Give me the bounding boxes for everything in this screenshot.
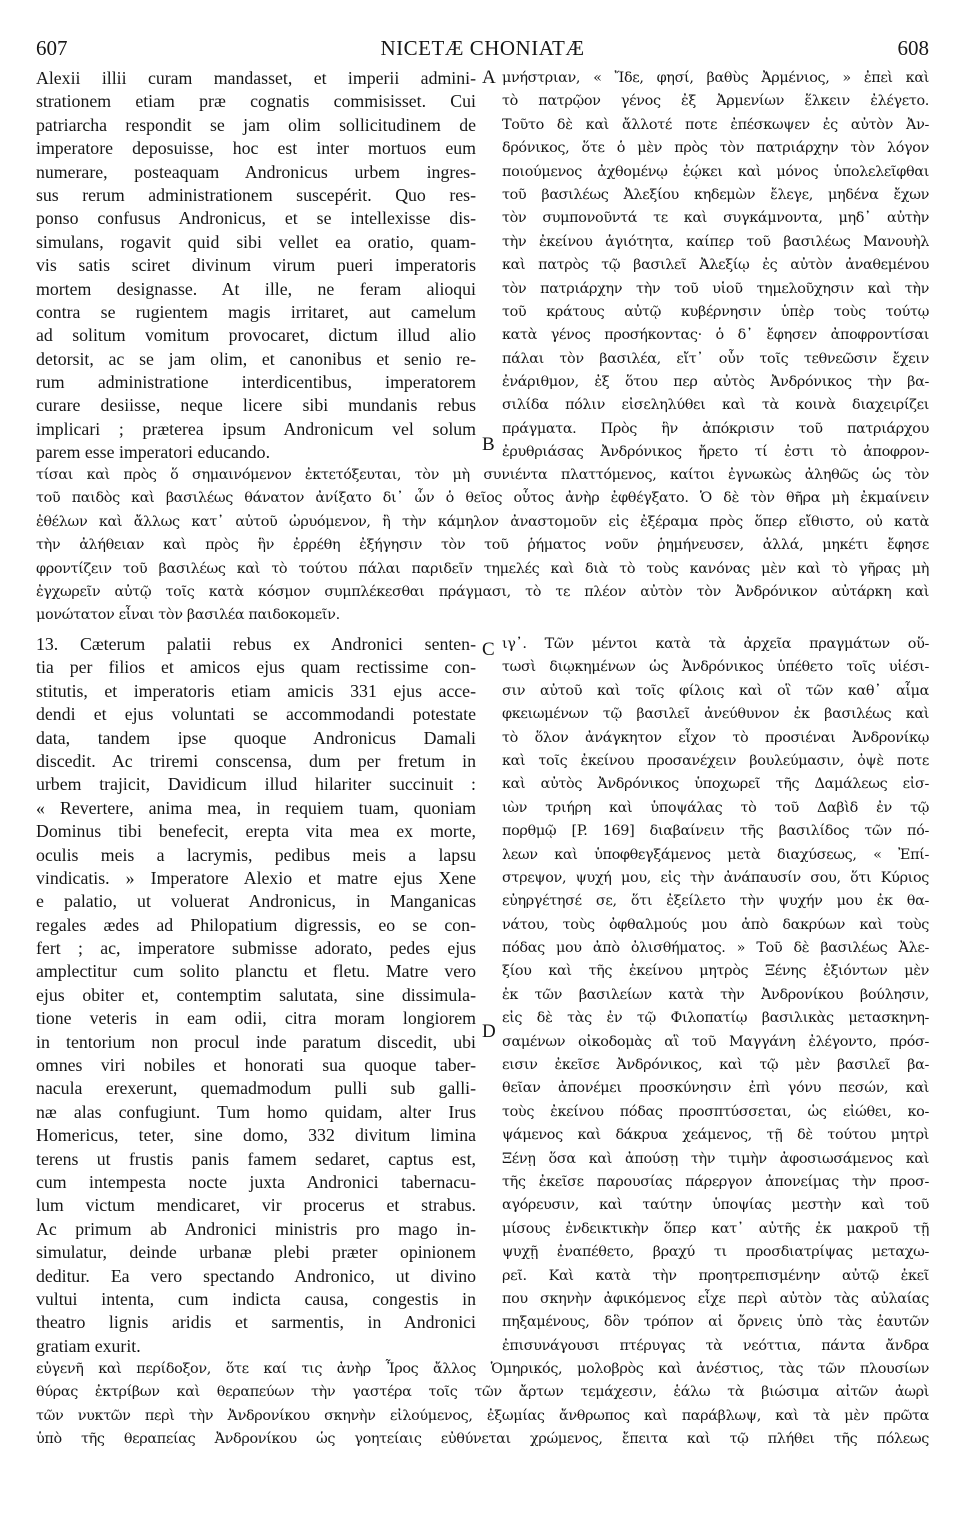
text-line: theatro lignis aridis et sarmentis, in Andronici [36,1312,476,1333]
greek-column [502,67,929,465]
text-line: τὸν πατριάρχην τὴν τοῦ υἱοῦ τημελοῦχησιν καὶ τὴν [502,280,929,297]
text-line: nacula erexerunt, quemadmodum pulli sub galli- [36,1078,476,1099]
text-line: ejus obiter et, contemptim salutata, sine dissimula- [36,984,476,1005]
text-line: ιὼν τριήρη καὶ ὑποψάλας τὸ τοῦ Δαβὶδ ἐν τῷ [502,799,929,816]
text-line: τὸν συμπονοῦντά τε καὶ συγκάμνοντα, μηδ᾽ αὐτὴν [502,210,929,227]
greek-column [502,633,929,1358]
text-line: ἐκ τῶν βασιλείων κατὰ τὴν Ἀνδρονίκου βούλησιν, [502,986,929,1003]
text-line: μονώτατον εἶναι τὸν βασιλέα παιδοκομεῖν. [36,607,340,624]
text-line: σιλίδα πόλιν εἰσεληλύθει καὶ τὰ κοινὰ διαχειρίζει [502,397,929,414]
text-line: Homericus, teter, sine domo, 332 divitum limina [36,1125,476,1146]
text-line: στρεψον, ψυχή μου, εἰς τὴν ἀνάπαυσίν σου, ὅτι Κύριος [502,869,929,886]
text-line: 13. Cæterum palatii rebus ex Andronici senten- [36,634,476,654]
text-line: vindicatis. » Imperatore Alexio et matre ejus Xene [36,867,476,888]
latin-column [36,633,476,1358]
text-line: discedit. Ac triremi conscensa, dum per fretum in [36,750,476,771]
text-line: τῆς ἐκεῖσε παρουσίας πάρεργον ἀπονείμας τὴν προσ- [502,1173,929,1190]
section-markers [476,67,502,465]
text-line: νάτου, τοὺς ὀφθαλμούς μου ἀπὸ δακρύων καὶ τοὺς [502,916,929,933]
text-line: δρόνικος, ὅτε ὁ μὲν πρὸς τὸν πατριάρχην τὸν λόγον [502,140,929,157]
text-line: Τοῦτο δὲ καὶ ἄλλοτέ ποτε ἐπέσκωψεν ἐς αὐτὸν Ἀν- [502,116,929,133]
text-line: πάλαι τὸν βασιλέα, εἴτ᾽ οὖν τοῖς τεθνεῶσιν ἔχειν [502,350,929,367]
text-line: τὸ πατρῷον γένος ἐξ Ἀρμενίων ἕλκειν ἐλέγετο. [502,93,929,110]
text-line: simulatur, deinde urbanæ plebi præter opinionem [36,1242,476,1263]
text-line: ξίου καὶ τῆς ἐκείνου μητρὸς Ξένης ἐξιόντων μὲν [502,963,929,980]
text-line: dendi et ejus voluntati se accommodandi potestate [36,704,476,725]
text-line: vultui intenta, cum indicta causa, congestis in [36,1288,476,1309]
text-line: fert ; ac, imperatore submisse adorato, pedes ejus [36,938,476,959]
text-line: σιν αὐτοῦ καὶ τοῖς φίλοις καὶ οἳ τῶν καθ᾽ αἷμα [502,682,929,699]
text-line: lum victum mendicaret, vir procerus et strabus. [36,1195,476,1216]
section-marker-b: B [482,434,495,455]
text-line: τίσαι καὶ πρὸς ὅ σημαινόμενον ἐκτετόξευται, τὸν μὴ συνιέντα πλαττόμενος, καίτοι ἐγνωκὼς ἀληθῶς ὡς τὸν [36,467,929,483]
text-line: πηξαμένους, δὃν τρόπον αἱ ὄρνεις ὑπὸ τὰς ἑαυτῶν [502,1314,929,1331]
text-line: ponso confusus Andronicus, et se intellexisse dis- [36,208,476,229]
text-line: τοὺς ἐκείνου πόδας προσπτύσσεται, ὡς εἰώθει, κο- [502,1103,929,1120]
text-line: Dominus tibi benefecit, erepta vita mea ex morte, [36,821,476,842]
text-line: strationem etiam præ cognatis commisisset. Cui [36,91,476,112]
text-line: Ac primum ab Andronici ministris pro mago in- [36,1218,476,1239]
greek-full-width-c [36,1358,929,1452]
section-c-columns [36,633,929,1358]
text-line: τὴν ἐκείνου ἁγιότητα, καίπερ τοῦ βασιλέως Μανουὴλ [502,233,929,250]
text-line: næ alas confugiunt. Tum homo quidam, alter Irus [36,1101,476,1122]
page-number-right: 608 [897,36,929,60]
text-line: gratiam exurit. [36,1335,141,1356]
section-marker-d: D [482,1021,496,1042]
text-line: τοῦ παιδὸς καὶ βασιλέως θάνατον ἀνίξατο δι᾽ ὧν ὁ θεῖος οὗτος ἀνὴρ ἐφθέγξατο. Ὁ δὲ τὸν θῆρα μὴ ἐκμαίνειν [36,490,929,507]
text-line: « Revertere, anima mea, in requiem tuam, quoniam [36,797,476,818]
text-line: ψυχῇ ἐναπέθετο, βραχύ τι προσδιατρίψας μεταχω- [502,1244,929,1261]
text-line: ποιούμενος ἀχθομένῳ ἐῴκει καὶ μόνος ὑπολελεῖφθαι [502,163,929,180]
text-line: Ξένῃ ὅσα καὶ ἀπούσῃ τὴν τιμὴν ἀφοσιωσάμενος καὶ [502,1150,929,1167]
text-line: τὴν ἀλήθειαν καὶ πρὸς ἣν ἐρρέθη ἐξήγησιν τὸν τοῦ ῥήματος νοῦν ῥημήνευσεν, ἀλλά, μηκέτι ἔφησε [36,537,929,554]
text-line: τωσὶ διῳκημένων ὡς Ἀνδρόνικος ὑπέθετο τοῖς υἱέσι- [502,659,929,676]
page-number-left: 607 [36,36,68,60]
text-line: φροντίζειν τοῦ βασιλέως καὶ τὸ τούτου πάλαι παριδεῖν τημελές καὶ διὰ τὸ τοὺς κανόνας μὲν καὶ τὸ γῆρας μὴ [36,560,929,577]
text-line: urbem trajicit, Davidicum illud hilariter succinuit : [36,774,476,795]
text-line: mortem designasse. At ille, ne feram alioqui [36,278,476,299]
text-line: λεων καὶ ὑποφθεγξάμενος μετὰ διαχύσεως, « Ἐπί- [502,846,929,863]
text-line: sus rerum administrationem suscepérit. Quo res- [36,184,476,205]
text-line: εισιν ἐκεῖσε Ἀνδρόνικος, καὶ τῷ μὲν βασιλεῖ βα- [502,1057,929,1074]
text-line: θεῖαν ἀπονέμει προσκύνησιν ἐπὶ γόνυ πεσών, καὶ [502,1080,929,1097]
text-line: oculis meis a lacrymis, pedibus meis a lapsu [36,844,476,865]
text-line: ἐγχωρεῖν αὐτῷ τοῖς κατὰ κόσμον συμπλέκεσθαι πράγμασι, τὸ τε πλέον αὐτὸν τὸν Ἀνδρόνικον αὐτάρκη καὶ [36,583,929,600]
text-line: ἐρυθριάσας Ἀνδρόνικος ἤρετο τί ἐστι τὸ ἀποφρον- [502,444,929,461]
text-line: parem esse imperatori educando. [36,442,271,463]
section-markers [476,633,502,1358]
text-line: πορθμῷ [P. 169] διαβαίνειν τῆς βασιλίδος τῶν πό- [502,823,929,840]
text-line: καὶ πατρὸς τῷ βασιλεῖ Ἀλεξίῳ ἐς αὐτὸν ἀναθεμένου [502,257,929,274]
text-line: πράγματα. Πρὸς ἣν ἀπόκρισιν τοῦ πατριάρχου [502,420,929,437]
text-line: αγόρευσιν, καὶ ταύτην ὑποψίας μεστὴν καὶ τοῦ [502,1197,929,1214]
text-line: terens ut frustis panis famem sedaret, captus est, [36,1148,476,1169]
text-line: ψάμενος καὶ δάκρυα χεάμενος, τῇ δὲ τούτου μητρὶ [502,1127,929,1144]
text-line: ad solitum vomitum provocaret, dictum illud alio [36,325,476,346]
text-line: patriarcha respondit se jam olim sollicitudinem de [36,114,476,135]
text-line: μίσους ἐνδεικτικὴν ὅπερ κατ᾽ αὐτῆς ἐκ μακροῦ τῇ [502,1220,929,1237]
text-line: data, tandem ipse quoque Andronicus Damali [36,727,476,748]
text-line: e palatio, ut voluerat Andronicus, in Manganicas [36,891,476,912]
text-line: εἰς δὲ τὰς ἐν τῷ Φιλοπατίῳ βασιλικὰς μετασκηνη- [502,1010,929,1027]
text-line: amplectitur cum solito planctu et fletu. Matre vero [36,961,476,982]
text-line: μνήστριαν, « Ἴδε, φησί, βαθὺς Ἀρμένιος, » ἐπεὶ καὶ [502,70,929,86]
text-line: τοῦ κράτους αὐτῷ κυβέρνησιν ὑπὲρ τοὺς τούτῳ [502,303,929,320]
text-line: numerare, posteaquam Andronicus urbem ingres- [36,161,476,182]
latin-column [36,67,476,465]
text-line: καὶ τοῖς ἐκείνου προσανέχειν βουλεύμασιν, ὀψὲ ποτε [502,752,929,769]
section-marker-c: C [482,639,495,660]
section-a-columns [36,67,929,465]
text-line: stitutis, et imperatoris etiam amicis 331 ejus acce- [36,680,476,701]
text-line: πόδας μου ἀπὸ ὀλισθήματος. » Τοῦ δὲ βασιλέως Ἀλε- [502,940,929,957]
text-line: ὑπὸ τῆς θεραπείας Ἀνδρονίκου ὡς γοητείαις εὐθύνεται χρώμενος, ἔπειτα καὶ τῷ πλήθει τῆς πόλεως [36,1431,929,1448]
text-line: vis satis sciret divinum virum pueri imperatoris [36,255,476,276]
text-line: τὸ ὅλον ἀνάγκητον εἶχον τὸ προσιέναι Ἀνδρονίκῳ [502,729,929,746]
text-line: imperatore deposuisse, hoc est inter mortuos eum [36,138,476,159]
section-marker-a: A [482,67,496,88]
text-line: φκειωμένων τῷ βασιλεῖ ἀνεύθυνον ἐκ βασιλέως καὶ [502,706,929,723]
text-line: κατὰ γένος προσήκοντας· ὁ δ᾽ ἔφησεν ἀποφροντίσαι [502,327,929,344]
text-line: ἐπισυνάγουσι πτέρυγας τὰ νεόττια, πάντα ἄνδρα [502,1337,929,1354]
text-line: in tentorium non procul inde paratum discedit, ubi [36,1031,476,1052]
text-line: τοῦ βασιλέως Ἀλεξίου κηδεμὼν ἔλεγε, μηδένα ἔχων [502,186,929,203]
text-line: θύρας ἐκτρίβων καὶ θεραπεύων τὴν γαστέρα τοῖς τῶν ἄρτων τεμάχεσιν, ἑάλω τὰ βιώσιμα αἰτῶν ἀωρὶ [36,1384,929,1401]
text-line: ἐθέλων καὶ ἄλλως κατ᾽ αὐτοῦ ὠρυόμενον, ἢ τὴν κάμηλον ἀναστομοῦν εἰς ἐξέραμα πρὸς ὅπερ εἴθιστο, οὐ κατὰ [36,513,929,530]
text-line: implicari ; præterea ipsum Andronicum vel solum [36,418,476,439]
running-title: NICETÆ CHONIATÆ [380,36,585,60]
text-line: rum administratione interdicentibus, imperatorem [36,372,476,393]
text-line: contra se rugientem magis irritaret, aut camelum [36,301,476,322]
text-line: curare desiisse, neque licere sibi mundanis rebus [36,395,476,416]
text-line: tia per filios et amicos ejus quam rectissime con- [36,657,476,678]
text-line: Alexii illii curam mandasset, et imperii admini- [36,68,476,88]
text-line: εὐηργέτησέ σε, ὅτι ἐξείλετο τὴν ψυχήν μου ἐκ θα- [502,893,929,910]
text-line: cum intempesta nocte juxta Andronici tabernacu- [36,1171,476,1192]
text-line: omnes viri nobiles et honorati sua quoque taber- [36,1055,476,1076]
text-line: σαμένων οἰκοδομὰς αἳ τοῦ Μαγγάνη ἐλέγοντο, πρόσ- [502,1033,929,1050]
text-line: εὐγενῆ καὶ περίδοξον, ὅτε καί τις ἀνὴρ Ἶρος ἄλλος Ὁμηρικός, μολοβρὸς καὶ ἀνέστιος, τὰς τῶν πλουσίων [36,1361,929,1377]
text-line: ιγ᾽. Τῶν μέντοι κατὰ τὰ ἀρχεῖα πραγμάτων οὕ- [502,636,929,652]
text-line: regales ædes ad Philopatium digressis, eo se con- [36,914,476,935]
text-line: detorsit, ac se jam olim, et canonibus et senio re- [36,348,476,369]
greek-full-width-a [36,464,929,628]
text-line: deditur. Ea vero spectando Andronico, ut divino [36,1265,476,1286]
running-header [36,36,929,66]
text-line: ἐνάριθμον, ἐξ ὅτου περ αὐτὸς Ἀνδρόνικος τὴν βα- [502,374,929,391]
text-line: που σκηνὴν ἀφικόμενος εἶχε περὶ αὐτὸν τὰς αὐλαίας [502,1290,929,1307]
text-line: καὶ αὐτὸς Ἀνδρόνικος ὑποχωρεῖ τῆς Δαμάλεως εἰσ- [502,776,929,793]
text-line: simulans, rogavit quid sibi vellet ea oratio, quam- [36,231,476,252]
text-line: τῶν νυκτῶν περὶ τὴν Ἀνδρονίκου σκηνὴν εἰλούμενος, ἐξωμίας ἄνθρωπος καὶ παράβλωψ, καὶ τὰ μὲν πρῶτα [36,1407,929,1424]
text-line: tione veteris in eam odii, citra moram longiorem [36,1008,476,1029]
text-line: ρεῖ. Καὶ κατὰ τὴν προητρεπισμένην αὐτῷ ἐκεῖ [502,1267,929,1284]
